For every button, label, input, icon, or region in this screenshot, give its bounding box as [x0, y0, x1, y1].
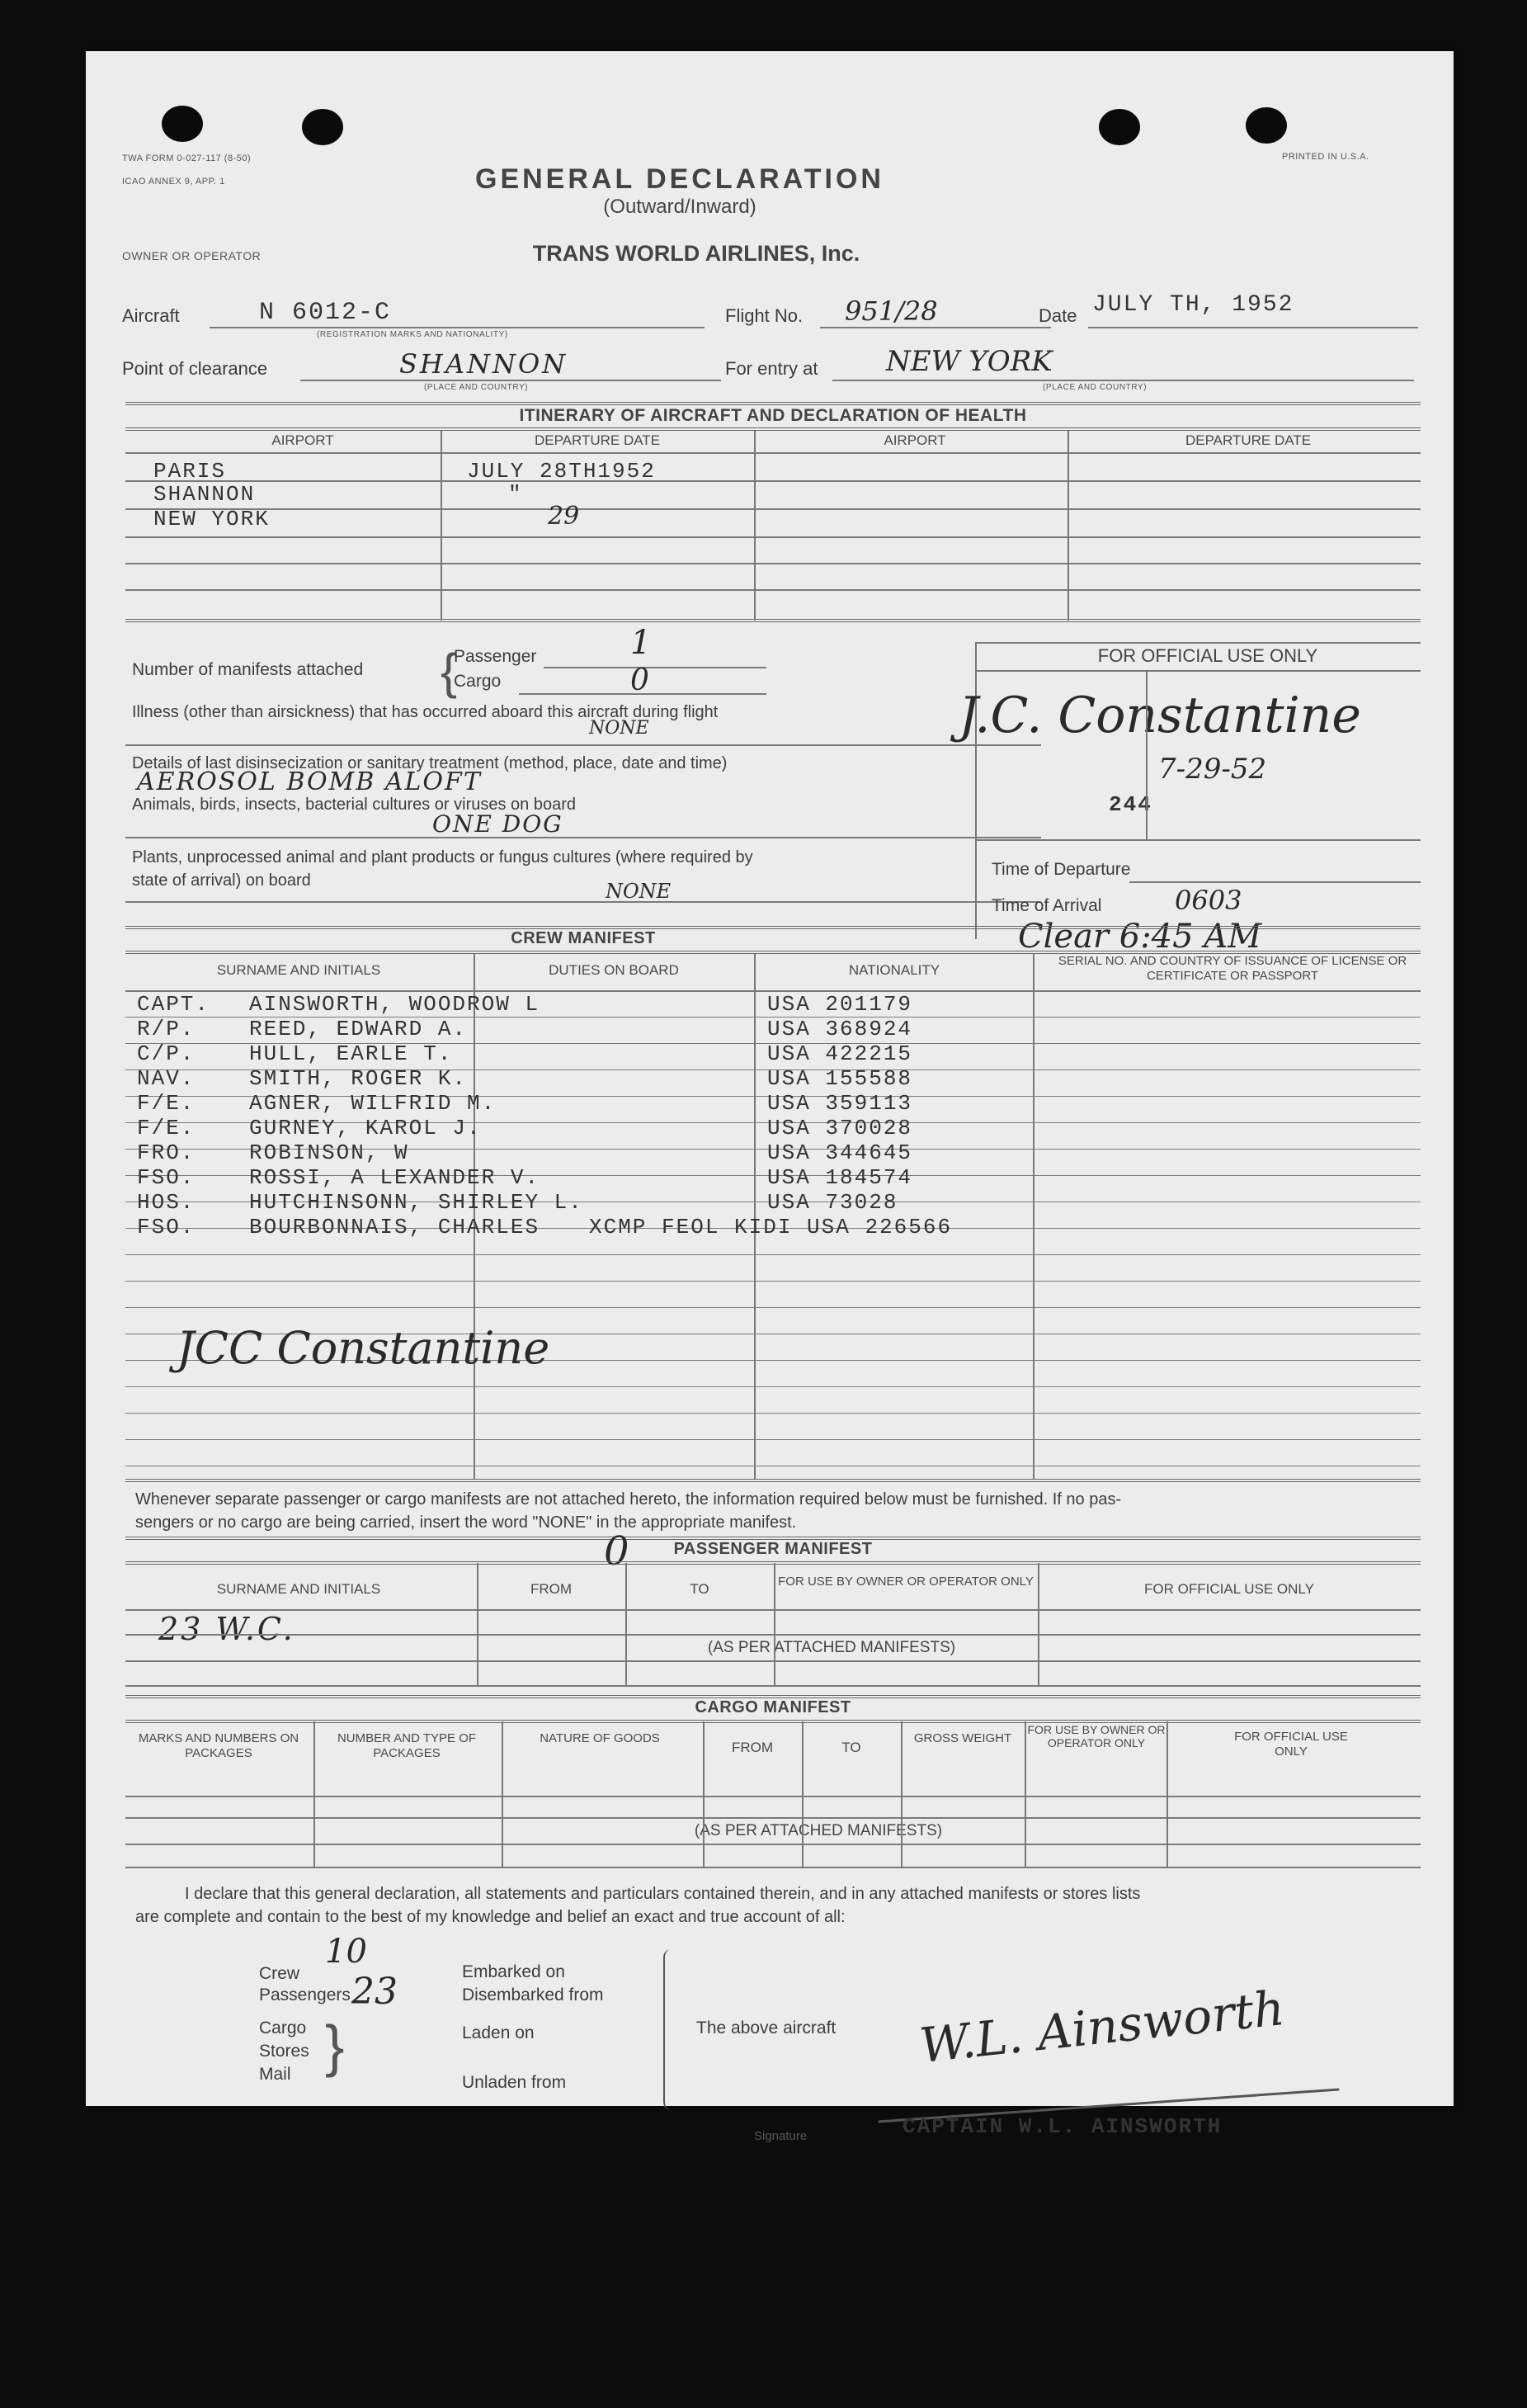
crew-name: ROBINSON, W	[249, 1140, 409, 1165]
cargo-manifest-title: CARGO MANIFEST	[695, 1698, 851, 1716]
owner-label: OWNER OR OPERATOR	[122, 249, 262, 262]
plants-value: NONE	[606, 880, 672, 903]
date-label: Date	[1039, 305, 1077, 326]
crew-nationality: XCMP FEOL KIDI USA 226566	[589, 1215, 953, 1239]
printed-note: PRINTED IN U.S.A.	[1282, 152, 1369, 162]
above-aircraft-label: The above aircraft	[696, 2018, 837, 2037]
passenger-col-owner: FOR USE BY OWNER OR OPERATOR ONLY	[778, 1575, 1034, 1589]
passenger-row-value: 23 W.C.	[158, 1611, 295, 1647]
crew-nationality: USA 184574	[767, 1165, 913, 1190]
declaration-form: TWA FORM 0-027-117 (8-50) ICAO ANNEX 9, APP. 1 PRINTED IN U.S.A. GENERAL DECLARATION (Outward/Inward) OWNER OR OPERATOR TRANS WORLD AIRLINES, Inc. Aircraft N 6012-C (REGISTRATION MARKS AND NATIONALITY) Flight No. 951/28 Date JULY TH, 1952 Point of clearance SHANNON (PLACE AND COUNTRY) For entry at NEW YORK (PLACE AND COUNTRY) ITINERARY OF AIRCRAFT AND DECLARATION OF HEALTH AIRPORT DEPARTURE DATE AIRPORT DEPARTURE DATE PARIS SHANNON NEW YORK JULY 28TH1952 " 29 Number of manifests attached { Passenger 1 Cargo 0 Illness (other than airsickness) that has occurred aboard this aircraft during flight NONE Details of last disinsecization or sanitary treatment (method, place, date and time) AEROSOL BOMB ALOFT Animals, birds, insects, bacterial cultures or viruses on board ONE DOG Plants, unprocessed animal and plant products or fungus cultures (where required by state of arrival) on board NONE FOR OFFICIAL USE ONLY J.C. Constantine 7-29-52 244 Time of Departure Time of Arrival 0603 Clear 6:45 AM CREW MANIFEST SURNAME AND INITIALS DUTIES ON BOARD NATIONALITY SERIAL NO. AND COUNTRY OF ISSUANCE OF LICENSE OR CERTIFICATE OR PASSPORT CAPT. AINSWORTH, WOODROW L USA 201179 R/P. REED, EDWARD A. USA 368924 C/P. HULL, EARLE T. USA 422215 NAV. SMITH, ROGER K. USA 155588 F/E. AGNER, WILFRID M. USA 359113 F/E. GURNEY, KAROL J. USA 370028 FRO. ROBINSON, W USA 344645 FSO. ROSSI, A LEXANDER V. USA 184574 HOS. HUTCHINSONN, SHIRLEY L. USA 73028 FSO. BOURBONNAIS, CHARLES XCMP FEOL KIDI USA 226566 JCC Constantine Whenever separate passenger or cargo manifests are not attached hereto, the information required below must be furnished. If no pas- sengers or no cargo are being carried, insert the word "NONE" in the appropriate manifest. PASSENGER MANIFEST 0 SURNAME AND INITIALS FROM TO FOR USE BY OWNER OR OPERATOR ONLY FOR OFFICIAL USE ONLY 23 W.C. (AS PER ATTACHED MANIFESTS) CARGO MANIFEST MARKS AND NUMBERS ON PACKAGES NUMBER AND TYPE OF PACKAGES NATURE OF GOODS FROM TO GROSS WEIGHT FOR USE BY OWNER OR OPERATOR ONLY FOR OFFICIAL USE ONLY (AS PER ATTACHED MANIFESTS) I declare that this general declaration, all statements and particulars contained therein, and in any attached manifests or stores lists are complete and contain to the best of my knowledge and belief an exact and true account of all: Crew 10 Passengers 23 Cargo Stores Mail } Embarked on Disembarked from Laden on Unladen from The above aircraft W.L. Ainsworth Signature CAPTAIN W.L. AINSWORTH	[86, 51, 1454, 2106]
passenger-col-from: FROM	[530, 1581, 573, 1597]
passenger-note: (AS PER ATTACHED MANIFESTS)	[707, 1639, 956, 1656]
crew-nationality: USA 422215	[767, 1041, 913, 1066]
crew-duty: F/E.	[137, 1091, 196, 1116]
crew-col-nationality: NATIONALITY	[848, 962, 940, 978]
declaration-line-2: are complete and contain to the best of my knowledge and belief an exact and true account of all:	[135, 1908, 846, 1926]
mail-count-label: Mail	[259, 2065, 291, 2084]
crew-nationality: USA 73028	[767, 1190, 898, 1215]
crew-duty: HOS.	[137, 1190, 196, 1215]
official-signature: J.C. Constantine	[959, 687, 1361, 744]
flight-value: 951/28	[845, 295, 938, 327]
signature-label: Signature	[754, 2129, 808, 2143]
crew-duty: F/E.	[137, 1116, 196, 1140]
punch-hole	[1246, 107, 1287, 144]
unladen-label: Unladen from	[462, 2073, 567, 2092]
crew-col-serial: SERIAL NO. AND COUNTRY OF ISSUANCE OF LICENSE OR CERTIFICATE OR PASSPORT	[1058, 954, 1407, 983]
official-stamp: 244	[1109, 792, 1152, 817]
manifests-label: Number of manifests attached	[132, 660, 364, 679]
animals-value: ONE DOG	[432, 810, 563, 838]
itinerary-col-departure-2: DEPARTURE DATE	[1185, 432, 1312, 448]
crew-name: BOURBONNAIS, CHARLES	[249, 1215, 540, 1239]
cargo-col-from: FROM	[731, 1740, 774, 1755]
flight-label: Flight No.	[725, 305, 804, 326]
crew-duty: CAPT.	[137, 992, 210, 1017]
crew-name: GURNEY, KAROL J.	[249, 1116, 482, 1140]
plants-label-1: Plants, unprocessed animal and plant products or fungus cultures (where required by	[132, 848, 753, 866]
clearance-label: Point of clearance	[122, 358, 268, 379]
cargo-col-official: FOR OFFICIAL USE ONLY	[1234, 1730, 1348, 1759]
notice-line-1: Whenever separate passenger or cargo manifests are not attached hereto, the information required below must be furnished. If no pas-	[135, 1490, 1122, 1509]
cargo-manifest-label: Cargo	[454, 672, 502, 691]
cargo-col-marks: MARKS AND NUMBERS ON PACKAGES	[138, 1731, 299, 1760]
crew-duty: R/P.	[137, 1017, 196, 1041]
crew-duty: NAV.	[137, 1066, 196, 1091]
crew-duty: FSO.	[137, 1165, 196, 1190]
crew-name: AINSWORTH, WOODROW L	[249, 992, 540, 1017]
crew-count-value: 10	[325, 1933, 367, 1971]
crew-nationality: USA 370028	[767, 1116, 913, 1140]
aircraft-label: Aircraft	[122, 305, 180, 326]
cargo-col-weight: GROSS WEIGHT	[913, 1731, 1012, 1745]
crew-name: REED, EDWARD A.	[249, 1017, 468, 1041]
crew-name: ROSSI, A LEXANDER V.	[249, 1165, 540, 1190]
captain-signature: W.L. Ainsworth	[917, 1979, 1288, 2075]
entry-place-note: (PLACE AND COUNTRY)	[1043, 383, 1148, 392]
itinerary-airport-1: PARIS	[153, 459, 227, 484]
crew-duty: FSO.	[137, 1215, 196, 1239]
passengers-count-value: 23	[351, 1971, 398, 2013]
aircraft-value: N 6012-C	[259, 299, 392, 327]
crew-nationality: USA 201179	[767, 992, 913, 1017]
declaration-line-1: I declare that this general declaration, all statements and particulars contained therein, and in any attached manifests or stores lists	[185, 1885, 1141, 1903]
cargo-manifest-value: 0	[630, 663, 649, 697]
passenger-col-official: FOR OFFICIAL USE ONLY	[1144, 1581, 1314, 1597]
entry-value: NEW YORK	[886, 345, 1053, 378]
crew-manifest-title: CREW MANIFEST	[511, 929, 656, 947]
cargo-col-to: TO	[841, 1740, 861, 1755]
passenger-col-to: TO	[690, 1581, 709, 1597]
aircraft-note: (REGISTRATION MARKS AND NATIONALITY)	[317, 330, 508, 339]
itinerary-airport-3: NEW YORK	[153, 507, 270, 531]
time-arrival-value: 0603	[1175, 885, 1242, 916]
animals-label: Animals, birds, insects, bacterial cultures or viruses on board	[132, 796, 577, 814]
passenger-manifest-value: 1	[630, 624, 652, 662]
signature-typed: CAPTAIN W.L. AINSWORTH	[903, 2114, 1223, 2139]
crew-duty: C/P.	[137, 1041, 196, 1066]
itinerary-col-departure: DEPARTURE DATE	[534, 432, 661, 448]
laden-label: Laden on	[462, 2023, 535, 2042]
entry-label: For entry at	[725, 358, 818, 379]
passenger-manifest-label: Passenger	[454, 647, 537, 666]
itinerary-title: ITINERARY OF AIRCRAFT AND DECLARATION OF HEALTH	[519, 406, 1027, 425]
time-arrival-label: Time of Arrival	[992, 896, 1102, 915]
illness-value: NONE	[589, 718, 649, 739]
itinerary-date-3: 29	[548, 502, 580, 531]
punch-hole	[1099, 109, 1140, 145]
passenger-col-name: SURNAME AND INITIALS	[216, 1581, 381, 1597]
form-subtitle: (Outward/Inward)	[603, 196, 756, 218]
cargo-col-nature: NATURE OF GOODS	[540, 1731, 660, 1745]
form-title: GENERAL DECLARATION	[475, 163, 884, 195]
disinsect-label: Details of last disinsecization or sanitary treatment (method, place, date and time)	[132, 754, 728, 772]
crew-count-label: Crew	[259, 1964, 300, 1983]
clearance-place-note: (PLACE AND COUNTRY)	[424, 383, 529, 392]
crew-col-name: SURNAME AND INITIALS	[216, 962, 381, 978]
crew-nationality: USA 155588	[767, 1066, 913, 1091]
crew-nationality: USA 368924	[767, 1017, 913, 1041]
crew-name: HUTCHINSONN, SHIRLEY L.	[249, 1190, 583, 1215]
airline-name: TRANS WORLD AIRLINES, Inc.	[532, 241, 860, 266]
cargo-col-number: NUMBER AND TYPE OF PACKAGES	[337, 1731, 477, 1760]
passenger-zero-mark: 0	[604, 1528, 629, 1575]
cargo-note: (AS PER ATTACHED MANIFESTS)	[694, 1822, 943, 1839]
cleared-note: Clear 6:45 AM	[1018, 918, 1262, 956]
crew-col-duties: DUTIES ON BOARD	[549, 962, 679, 978]
stores-count-label: Stores	[259, 2042, 309, 2061]
clearance-value: SHANNON	[399, 348, 568, 380]
itinerary-airport-2: SHANNON	[153, 482, 256, 507]
official-use-title: FOR OFFICIAL USE ONLY	[1097, 645, 1318, 666]
disembarked-label: Disembarked from	[462, 1985, 604, 2004]
cargo-col-owner: FOR USE BY OWNER OR OPERATOR ONLY	[1027, 1723, 1166, 1749]
crew-nationality: USA 359113	[767, 1091, 913, 1116]
crew-duty: FRO.	[137, 1140, 196, 1165]
plants-label-2: state of arrival) on board	[132, 871, 311, 890]
itinerary-col-airport: AIRPORT	[271, 432, 334, 448]
punch-hole	[302, 109, 343, 145]
official-date: 7-29-52	[1158, 753, 1267, 786]
crew-name: HULL, EARLE T.	[249, 1041, 453, 1066]
crew-nationality: USA 344645	[767, 1140, 913, 1165]
date-value: JULY TH, 1952	[1092, 292, 1294, 318]
crew-name: SMITH, ROGER K.	[249, 1066, 468, 1091]
annex-reference: ICAO ANNEX 9, APP. 1	[122, 177, 225, 187]
form-number: TWA FORM 0-027-117 (8-50)	[122, 153, 252, 163]
notice-line-2: sengers or no cargo are being carried, insert the word "NONE" in the appropriate manifest.	[135, 1513, 797, 1532]
punch-hole	[162, 106, 203, 142]
cargo-count-label: Cargo	[259, 2018, 307, 2037]
disinsect-value: AEROSOL BOMB ALOFT	[137, 767, 482, 796]
passengers-count-label: Passengers	[259, 1985, 351, 2004]
time-departure-label: Time of Departure	[992, 860, 1131, 879]
itinerary-date-1: JULY 28TH1952	[467, 459, 656, 484]
crew-name: AGNER, WILFRID M.	[249, 1091, 497, 1116]
itinerary-col-airport-2: AIRPORT	[884, 432, 946, 448]
crew-handwritten-signature: JCC Constantine	[177, 1322, 550, 1374]
passenger-manifest-title: PASSENGER MANIFEST	[673, 1540, 873, 1558]
itinerary-date-2: "	[508, 482, 523, 507]
embarked-label: Embarked on	[462, 1962, 565, 1981]
illness-label: Illness (other than airsickness) that has occurred aboard this aircraft during flight	[132, 703, 719, 721]
